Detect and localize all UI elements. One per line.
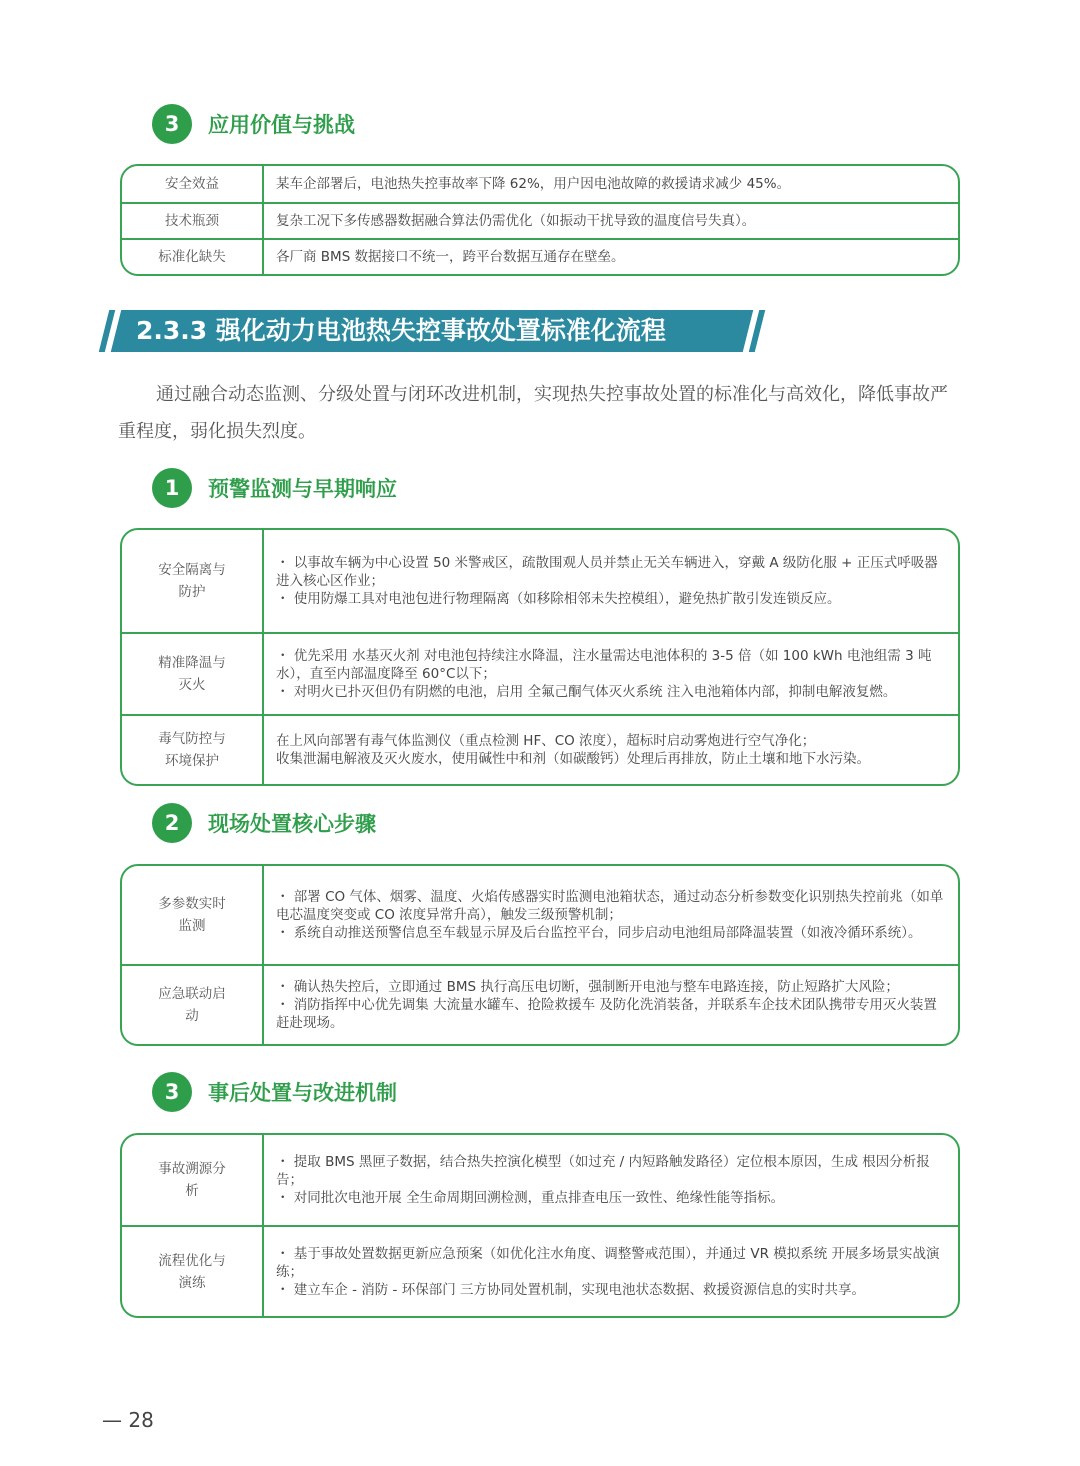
table-after [120, 1133, 960, 1318]
content-line: ・ 对明火已扑灭但仍有阴燃的电池，启用 全氟己酮气体灭火系统 注入电池箱体内部，抑制电解液复燃。 [276, 684, 897, 700]
number-badge: 1 [152, 468, 192, 508]
table-row [122, 166, 958, 202]
content-line: ・ 确认热失控后，立即通过 BMS 执行高压电切断，强制断开电池与整车电路连接，防止短路扩大风险； [276, 979, 899, 995]
content-line: ・ 优先采用 水基灭火剂 对电池包持续注水降温，注水量需达电池体积的 3-5 倍（如 100 kWh 电池组需 3 吨水），直至内部温度降至 60°C以下； [276, 648, 932, 682]
table-row [122, 238, 958, 274]
table-row [122, 714, 958, 784]
section-title: 事后处置与改进机制 [208, 1081, 397, 1105]
content-line: 收集泄漏电解液及灭火废水，使用碱性中和剂（如碳酸钙）处理后再排放，防止土壤和地下水污染。 [276, 751, 870, 767]
table-value [120, 164, 960, 276]
row-label: 安全效益 [122, 166, 264, 202]
page-number: — 28 [102, 1408, 154, 1432]
table-site [120, 864, 960, 1046]
heading-site [152, 803, 376, 843]
section-title: 预警监测与早期响应 [208, 477, 397, 501]
content-line: ・ 对同批次电池开展 全生命周期回溯检测，重点排查电压一致性、绝缘性能等指标。 [276, 1190, 785, 1206]
section-banner-title: 2.3.3 强化动力电池热失控事故处置标准化流程 [136, 316, 666, 345]
row-content [264, 716, 958, 784]
section-title: 现场处置核心步骤 [208, 812, 376, 836]
number-badge: 3 [152, 104, 192, 144]
content-line: ・ 部署 CO 气体、烟雾、温度、火焰传感器实时监测电池箱状态，通过动态分析参数变化识别热失控前兆（如单电芯温度突变或 CO 浓度异常升高），触发三级预警机制； [276, 889, 944, 923]
row-label: 流程优化与演练 [122, 1227, 264, 1316]
row-content [264, 634, 958, 714]
row-content [264, 166, 958, 202]
content-line: 复杂工况下多传感器数据融合算法仍需优化（如振动干扰导致的温度信号失真）。 [276, 213, 756, 229]
section-title: 应用价值与挑战 [208, 113, 355, 137]
row-content [264, 204, 958, 238]
table-row [122, 866, 958, 964]
row-content [264, 240, 958, 274]
table-row [122, 1135, 958, 1225]
content-line: 各厂商 BMS 数据接口不统一，跨平台数据互通存在壁垒。 [276, 249, 625, 265]
row-label: 安全隔离与防护 [122, 530, 264, 632]
row-label: 毒气防控与环境保护 [122, 716, 264, 784]
table-row [122, 1225, 958, 1316]
heading-value-challenges [152, 104, 355, 144]
number-badge: 3 [152, 1072, 192, 1112]
table-warn [120, 528, 960, 786]
table-row [122, 632, 958, 714]
row-label: 技术瓶颈 [122, 204, 264, 238]
content-line: 在上风向部署有毒气体监测仪（重点检测 HF、CO 浓度），超标时启动雾炮进行空气净化； [276, 733, 816, 749]
table-row [122, 964, 958, 1044]
row-label: 事故溯源分析 [122, 1135, 264, 1225]
row-content [264, 1135, 958, 1225]
content-line: ・ 基于事故处置数据更新应急预案（如优化注水角度、调整警戒范围），并通过 VR 模拟系统 开展多场景实战演练； [276, 1245, 940, 1280]
row-content [264, 530, 958, 632]
content-line: 某车企部署后，电池热失控事故率下降 62%，用户因电池故障的救援请求减少 45%。 [276, 176, 791, 192]
row-label: 标准化缺失 [122, 240, 264, 274]
row-label: 应急联动启动 [122, 966, 264, 1044]
row-content [264, 866, 958, 964]
table-row [122, 202, 958, 238]
content-line: ・ 消防指挥中心优先调集 大流量水罐车、抢险救援车 及防化洗消装备，并联系车企技术团队携带专用灭火装置赶赴现场。 [276, 997, 937, 1031]
content-line: ・ 建立车企 - 消防 - 环保部门 三方协同处置机制，实现电池状态数据、救援资源信息的实时共享。 [276, 1281, 865, 1298]
content-line: ・ 使用防爆工具对电池包进行物理隔离（如移除相邻未失控模组），避免热扩散引发连锁反应。 [276, 591, 841, 607]
row-content [264, 1227, 958, 1316]
content-line: ・ 提取 BMS 黑匣子数据，结合热失控演化模型（如过充 / 内短路触发路径）定位根本原因，生成 根因分析报告； [276, 1154, 930, 1188]
row-content [264, 966, 958, 1044]
number-badge: 2 [152, 803, 192, 843]
content-line: ・ 系统自动推送预警信息至车载显示屏及后台监控平台，同步启动电池组局部降温装置（如液冷循环系统）。 [276, 925, 922, 941]
content-line: ・ 以事故车辆为中心设置 50 米警戒区，疏散围观人员并禁止无关车辆进入，穿戴 A 级防化服 + 正压式呼吸器 进入核心区作业； [276, 555, 938, 589]
table-row [122, 530, 958, 632]
heading-warn [152, 468, 397, 508]
intro-paragraph: 通过融合动态监测、分级处置与闭环改进机制，实现热失控事故处置的标准化与高效化，降低事故严重程度，弱化损失烈度。 [118, 384, 948, 442]
row-label: 多参数实时监测 [122, 866, 264, 964]
row-label: 精准降温与灭火 [122, 634, 264, 714]
heading-after [152, 1072, 397, 1112]
